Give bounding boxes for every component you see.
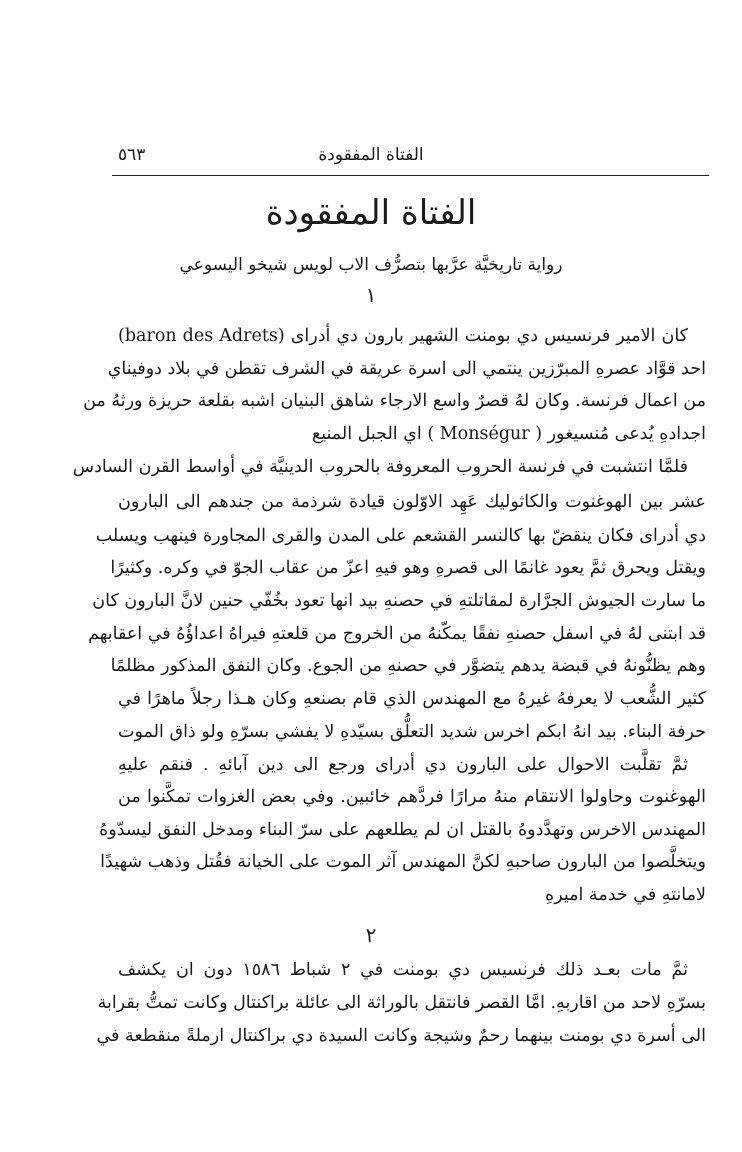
- text-line: المهندس الاخرس وتهدَّدوهُ بالقتل ان لم يطلعهم على سرّ البناء ومدخل النفق ليسدّوهُ: [99, 820, 706, 840]
- text-line: من اعمال فرنسة. وكان لهُ قصرٌ واسع الارجاء شاهق البنيان اشبه بقلعة حريزة ورثهُ من: [83, 391, 706, 411]
- text-line: حرفة البناء. بيد انهُ ابكم اخرس شديد التعلُّق بسيّدهِ لا يفشي بسرّهِ ولو ذاق الموت: [118, 722, 706, 742]
- text-line: عشر بين الهوغنوت والكاثوليك عَهِد الاوّلون قيادة شرذمة من جندهم الى البارون: [118, 492, 706, 512]
- text-line: ما سارت الجيوش الجرَّارة لمقاتلتهِ في حصنهِ بيد انها تعود بخُفّي حنين لانَّ البارون كان: [92, 591, 706, 611]
- text-line: قد ابتنى لهُ في اسفل حصنهِ نفقًا يمكّنهُ من الخروج من قلعتهِ فيراهُ اعداؤُهُ في اعقابهم: [88, 624, 706, 644]
- text-line: وهم يظنُّونهُ في قبضة يدهم يتضوَّر في حصنهِ من الجوع. وكان النفق المذكور مظلمًا: [110, 656, 706, 676]
- running-title: الفتاة المفقودة: [318, 145, 424, 165]
- text-line: ويتخلَّصوا من البارون صاحبهِ لكنَّ المهندس آثر الموت على الخيانة فقُتل وذهب شهيدًا: [100, 852, 706, 872]
- text-line: الهوغنوت وحاولوا الانتقام منهُ مرارًا فردَّهم خائبين. وفي بعض الغزوات تمكَّنوا من: [118, 787, 706, 807]
- section-number: ٢: [365, 923, 377, 947]
- text-line: كان الامير فرنسيس دي بومنت الشهير بارون دي أدراى (baron des Adrets): [118, 326, 688, 346]
- header-rule: [112, 175, 709, 176]
- article-subtitle: رواية تاريخيَّة عرَّبها بتصرُّف الاب لويس شيخو اليسوعي: [179, 255, 563, 275]
- text-line: كثير الشُّعب لا يعرفهُ غيرهُ مع المهندس الذي قام بصنعهِ وكان هـذا رجلاً ماهرًا في: [118, 689, 706, 709]
- text-line: دي أدراى فكان ينقضّ بها كالنسر القشعم على المدن والقرى المجاورة فينهب ويسلب: [95, 526, 706, 546]
- text-line: ويقتل ويحرق ثمَّ يعود غانمًا الى قصرهِ وهو فيهِ اعزّ من عقاب الجوّ في وكره. وكثيرًا: [110, 558, 706, 578]
- text-line: فلمَّا انتشبت في فرنسة الحروب المعروفة بالحروب الدينيَّة في أواسط القرن السادس: [72, 457, 688, 477]
- text-line: لامانتهِ في خدمة اميرهِ: [545, 885, 706, 905]
- text-line: الى أسرة دي بومنت بينهما رحمٌ وشيجة وكانت السيدة دي براكنتال ارملةً منقطعة في: [96, 1026, 706, 1046]
- section-number: ١: [365, 283, 377, 307]
- text-line: بسرّهِ لاحد من اقاربهِ. امَّا القصر فانتقل بالوراثة الى عائلة براكنتال وكانت تمتُّ بقرابة: [97, 993, 706, 1013]
- article-title: الفتاة المفقودة: [265, 193, 477, 233]
- text-line: احد قوَّاد عصرهِ المبرّزين ينتمي الى اسرة عريقة في الشرف تقطن في بلاد دوفيناي: [107, 359, 706, 379]
- text-line: اجدادهِ يُدعى مُنسيغور ( Monségur ) اي الجبل المنيع: [311, 424, 706, 444]
- page-number: ٥٦٣: [118, 145, 146, 165]
- text-line: ثمَّ مات بعـد ذلك فرنسيس دي بومنت في ٢ شباط ١٥٨٦ دون ان يكشف: [118, 960, 688, 980]
- text-line: ثمَّ تقلَّبت الاحوال على البارون دي أدراى ورجع الى دين آبائهِ . فنقم عليهِ: [118, 755, 688, 775]
